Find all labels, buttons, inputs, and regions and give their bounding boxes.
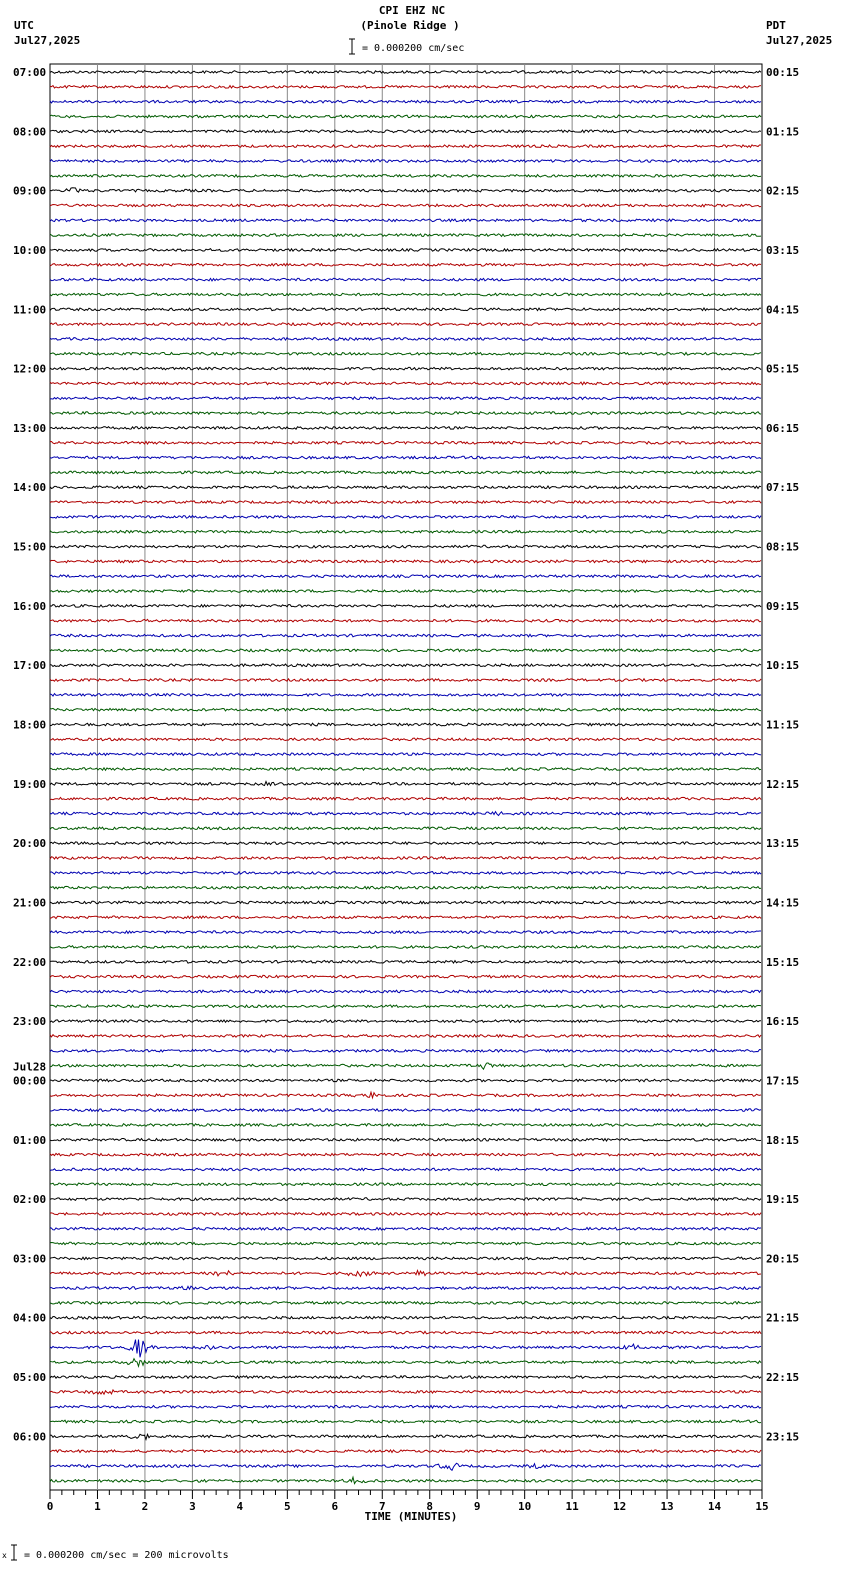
x-tick-label: 0 — [46, 1500, 54, 1513]
seismic-trace — [50, 1198, 761, 1201]
utc-hour-label: 22:00 — [13, 955, 47, 969]
seismic-trace — [50, 1183, 761, 1186]
utc-hour-label: 05:00 — [13, 1371, 47, 1385]
seismic-trace — [50, 1390, 761, 1394]
seismic-trace — [50, 694, 761, 697]
seismic-trace — [50, 886, 761, 889]
utc-hour-label: 20:00 — [13, 837, 47, 851]
scale-text: = 0.000200 cm/sec — [362, 43, 465, 54]
seismic-trace — [50, 961, 761, 964]
pdt-hour-label: 07:15 — [766, 481, 800, 495]
utc-hour-label: 08:00 — [13, 125, 47, 139]
pdt-hour-label: 05:15 — [766, 362, 800, 376]
seismic-trace — [50, 590, 761, 593]
seismic-trace — [50, 219, 761, 222]
right-timezone: PDT — [766, 19, 786, 32]
seismic-trace — [50, 1168, 761, 1171]
seismic-trace — [50, 530, 761, 533]
seismic-trace — [50, 1050, 761, 1053]
utc-hour-label: 17:00 — [13, 659, 47, 673]
seismic-trace — [50, 679, 761, 682]
seismic-trace — [50, 486, 761, 489]
seismic-trace — [50, 1463, 761, 1470]
seismic-trace — [50, 946, 761, 949]
seismic-trace — [50, 323, 761, 326]
x-tick-label: 2 — [141, 1500, 149, 1513]
utc-hour-label: 03:00 — [13, 1252, 47, 1266]
utc-hour-label: 09:00 — [13, 184, 47, 198]
pdt-hour-label: 19:15 — [766, 1193, 800, 1207]
seismic-trace — [50, 456, 761, 459]
seismic-trace — [50, 605, 761, 608]
seismic-trace — [50, 931, 761, 934]
seismic-trace — [50, 664, 761, 667]
seismic-trace — [50, 1302, 761, 1305]
x-tick-label: 4 — [236, 1500, 244, 1513]
utc-hour-label: 04:00 — [13, 1311, 47, 1325]
seismic-trace — [50, 1420, 761, 1423]
pdt-hour-label: 06:15 — [766, 421, 800, 435]
x-tick-label: 10 — [518, 1500, 532, 1513]
seismic-trace — [50, 1035, 761, 1038]
seismic-trace — [50, 649, 761, 652]
seismic-trace — [50, 872, 761, 875]
x-tick-label: 5 — [284, 1500, 291, 1513]
station-location: (Pinole Ridge ) — [360, 19, 460, 32]
x-tick-label: 13 — [660, 1500, 674, 1513]
seismic-trace — [50, 1227, 761, 1230]
date-change-label: Jul28 — [13, 1060, 47, 1074]
seismic-trace — [50, 1257, 761, 1260]
x-tick-label: 3 — [189, 1500, 196, 1513]
seismic-trace — [50, 842, 761, 845]
seismic-trace — [50, 768, 761, 771]
x-tick-label: 7 — [378, 1500, 386, 1513]
pdt-hour-label: 11:15 — [766, 718, 800, 732]
pdt-hour-label: 08:15 — [766, 540, 800, 554]
seismic-trace — [50, 175, 761, 178]
seismic-trace — [50, 471, 761, 474]
utc-hour-label: 12:00 — [13, 362, 47, 376]
utc-hour-label: 02:00 — [13, 1193, 47, 1207]
seismic-trace — [50, 545, 761, 548]
x-tick-label: 9 — [473, 1500, 481, 1513]
pdt-hour-label: 02:15 — [766, 184, 800, 198]
seismic-trace — [50, 575, 761, 578]
seismic-trace — [50, 753, 761, 756]
seismic-trace — [50, 1359, 761, 1367]
seismic-trace — [50, 515, 761, 518]
utc-hour-label: 10:00 — [13, 243, 47, 257]
seismic-trace — [50, 1286, 761, 1290]
seismic-trace — [50, 115, 761, 118]
seismic-trace — [50, 723, 761, 726]
seismic-trace — [50, 1477, 761, 1483]
seismic-trace — [50, 916, 761, 919]
seismic-trace — [50, 1316, 761, 1319]
footer-scale-text: = 0.000200 cm/sec = 200 microvolts — [24, 1550, 229, 1561]
pdt-hour-label: 16:15 — [766, 1015, 800, 1029]
seismic-trace — [50, 130, 761, 133]
seismic-trace — [50, 264, 761, 267]
seismic-trace — [50, 619, 761, 622]
seismic-trace — [50, 634, 761, 637]
seismic-trace — [50, 397, 761, 400]
utc-hour-label: 13:00 — [13, 421, 47, 435]
seismic-trace — [50, 797, 761, 800]
pdt-hour-label: 04:15 — [766, 303, 800, 317]
seismic-trace — [50, 249, 761, 252]
seismic-trace — [50, 382, 761, 385]
seismic-trace — [50, 278, 761, 281]
utc-hour-label: 14:00 — [13, 481, 47, 495]
seismic-trace — [50, 1020, 761, 1023]
seismic-trace — [50, 188, 761, 192]
seismic-trace — [50, 308, 761, 311]
seismic-trace — [50, 738, 761, 741]
seismic-trace — [50, 353, 761, 356]
seismic-trace — [50, 1139, 761, 1142]
station-title: CPI EHZ NC — [378, 4, 446, 17]
seismic-trace — [50, 501, 761, 504]
seismic-trace — [50, 1331, 761, 1334]
seismic-trace — [50, 560, 761, 563]
utc-hour-label: 01:00 — [13, 1133, 47, 1147]
seismic-trace — [50, 812, 761, 816]
seismic-trace — [50, 975, 761, 978]
pdt-hour-label: 17:15 — [766, 1074, 800, 1088]
pdt-hour-label: 12:15 — [766, 777, 800, 791]
x-axis-label: TIME (MINUTES) — [364, 1510, 458, 1523]
x-tick-label: 1 — [94, 1500, 101, 1513]
x-tick-label: 8 — [426, 1500, 434, 1513]
seismic-trace — [50, 1376, 761, 1379]
seismic-trace — [50, 338, 761, 341]
x-tick-label: 15 — [755, 1500, 769, 1513]
seismic-trace — [50, 1092, 761, 1098]
pdt-hour-label: 14:15 — [766, 896, 800, 910]
seismic-trace — [50, 1405, 761, 1408]
utc-hour-label: 07:00 — [13, 66, 47, 79]
seismic-trace — [50, 1213, 761, 1216]
pdt-hour-label: 03:15 — [766, 243, 800, 257]
seismic-trace — [50, 100, 761, 103]
pdt-hour-label: 22:15 — [766, 1371, 800, 1385]
utc-hour-label: 06:00 — [13, 1430, 47, 1444]
seismic-trace — [50, 442, 761, 445]
utc-hour-label: 21:00 — [13, 896, 47, 910]
seismic-trace — [50, 71, 761, 74]
seismic-trace — [50, 367, 761, 370]
utc-hour-label: 11:00 — [13, 303, 47, 317]
utc-hour-label: 16:00 — [13, 599, 47, 613]
seismic-trace — [50, 1063, 761, 1069]
footer-marker: x — [2, 1551, 7, 1560]
x-tick-label: 12 — [612, 1500, 627, 1513]
pdt-hour-label: 09:15 — [766, 599, 800, 613]
seismic-trace — [50, 1450, 761, 1453]
utc-hour-label: 19:00 — [13, 777, 47, 791]
right-date: Jul27,2025 — [766, 34, 833, 47]
seismic-trace — [50, 1109, 761, 1112]
seismic-trace — [50, 1434, 761, 1439]
pdt-hour-label: 13:15 — [766, 837, 800, 851]
plot-frame — [50, 64, 762, 1490]
seismic-trace — [50, 901, 761, 904]
pdt-hour-label: 00:15 — [766, 66, 800, 79]
seismic-trace — [50, 204, 761, 207]
seismic-trace — [50, 145, 761, 148]
seismic-trace — [50, 86, 761, 89]
pdt-hour-label: 18:15 — [766, 1133, 800, 1147]
utc-hour-label: 15:00 — [13, 540, 47, 554]
pdt-hour-label: 20:15 — [766, 1252, 800, 1266]
seismic-trace — [50, 1153, 761, 1156]
left-date: Jul27,2025 — [14, 34, 81, 47]
x-tick-label: 11 — [565, 1500, 579, 1513]
footer-scale-bar-icon — [10, 1544, 18, 1562]
pdt-hour-label: 15:15 — [766, 955, 800, 969]
seismic-trace — [50, 427, 761, 430]
seismic-trace — [50, 1124, 761, 1127]
seismic-trace — [50, 293, 761, 296]
seismic-trace — [50, 1271, 761, 1277]
pdt-hour-label: 23:15 — [766, 1430, 800, 1444]
pdt-hour-label: 01:15 — [766, 125, 800, 139]
seismic-trace — [50, 1340, 761, 1358]
utc-hour-label: 23:00 — [13, 1015, 47, 1029]
utc-hour-label: 18:00 — [13, 718, 47, 732]
seismic-trace — [50, 827, 761, 830]
x-tick-label: 14 — [707, 1500, 722, 1513]
seismic-trace — [50, 708, 761, 711]
seismic-trace — [50, 412, 761, 415]
x-tick-label: 6 — [331, 1500, 339, 1513]
seismic-trace — [50, 857, 761, 860]
seismic-trace — [50, 160, 761, 163]
pdt-hour-label: 21:15 — [766, 1311, 800, 1325]
seismic-trace — [50, 234, 761, 237]
seismic-trace — [50, 1079, 761, 1082]
seismic-trace — [50, 782, 761, 786]
utc-hour-label: 00:00 — [13, 1074, 47, 1088]
pdt-hour-label: 10:15 — [766, 659, 800, 673]
seismic-trace — [50, 1005, 761, 1008]
left-timezone: UTC — [14, 19, 34, 32]
seismic-trace — [50, 990, 761, 993]
seismic-trace — [50, 1242, 761, 1245]
